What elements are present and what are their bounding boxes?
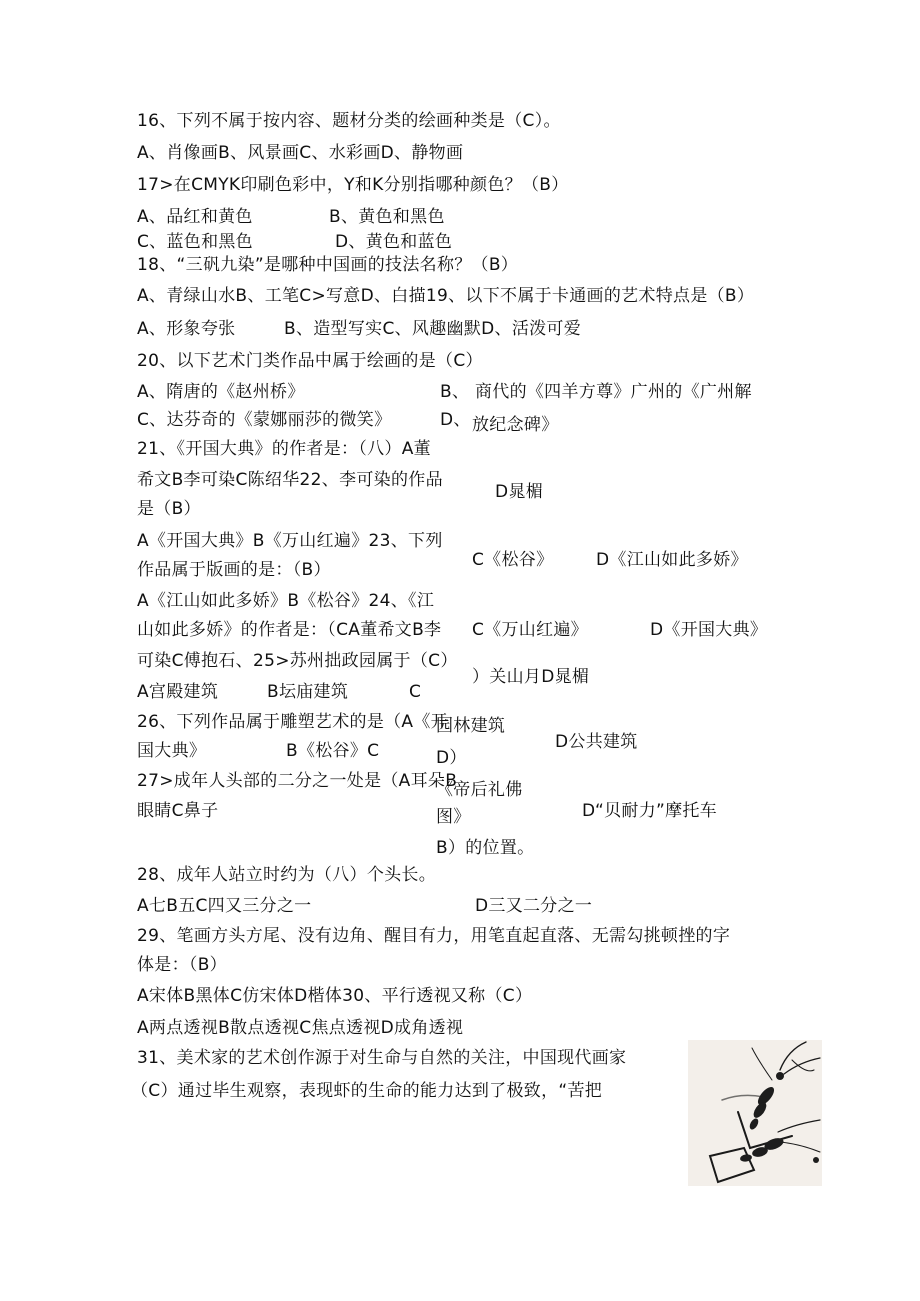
- shrimp-painting: [688, 1040, 822, 1186]
- question-23-options-and-24: A《江山如此多娇》B《松谷》24、《江: [137, 591, 435, 611]
- question-19-option-a: A、形象夸张: [137, 319, 236, 339]
- question-28-option-d: D三又二分之一: [475, 896, 593, 916]
- question-26-answer: D）: [436, 748, 467, 768]
- question-20-option-d: D、: [440, 410, 471, 430]
- question-22-option-c: C《松谷》: [472, 550, 554, 570]
- question-27-ending: B）的位置。: [436, 838, 535, 858]
- question-29-options-and-30: A宋体B黑体C仿宋体D楷体30、平行透视又称（C）: [137, 986, 533, 1006]
- question-28: 28、成年人站立时约为（八）个头长。: [137, 865, 437, 885]
- question-22-answer: 是（B）: [137, 499, 201, 519]
- question-28-options: A七B五C四又三分之一: [137, 896, 312, 916]
- question-20-option-c: C、达芬奇的《蒙娜丽莎的微笑》: [137, 410, 392, 430]
- question-26-continued: 国大典》: [137, 741, 207, 761]
- question-29-continued: 体是：（B）: [137, 955, 227, 975]
- question-21-options-and-22: 希文B李可染C陈绍华22、李可染的作品: [137, 470, 443, 490]
- question-29: 29、笔画方头方尾、没有边角、醒目有力，用笔直起直落、无需勾挑顿挫的字: [137, 926, 731, 946]
- question-25-option-b: B坛庙建筑: [267, 682, 349, 702]
- question-24-options-and-25: 可染C傅抱石、25>苏州拙政园属于（C）: [137, 651, 458, 671]
- shrimp-ink-drawing: [688, 1040, 822, 1186]
- question-31-continued: （C）通过毕生观察，表现虾的生命的能力达到了极致，“苦把: [131, 1081, 603, 1101]
- question-31: 31、美术家的艺术创作源于对生命与自然的关注，中国现代画家: [137, 1048, 627, 1068]
- question-18-options-and-19: A、青绿山水B、工笔C>写意D、白描19、以下不属于卡通画的艺术特点是（B）: [137, 286, 755, 306]
- question-25-option-c: C: [409, 682, 422, 702]
- question-26-option-d: D“贝耐力”摩托车: [582, 801, 718, 821]
- question-26-option-c-text: 《帝后礼佛: [436, 780, 523, 800]
- question-30-options: A两点透视B散点透视C焦点透视D成角透视: [137, 1018, 464, 1038]
- question-23-continued: 作品属于版画的是：（B）: [137, 560, 331, 580]
- question-24-continued: 山如此多娇》的作者是：（CA董希文B李: [137, 620, 442, 640]
- question-20: 20、以下艺术门类作品中属于绘画的是（C）: [137, 351, 483, 371]
- question-16: 16、下列不属于按内容、题材分类的绘画种类是（C）。: [137, 111, 561, 131]
- question-23-option-c: C《万山红遍》: [472, 620, 588, 640]
- question-27: 27>成年人头部的二分之一处是（A耳朵B: [137, 771, 458, 791]
- question-17-option-c: C、蓝色和黑色: [137, 232, 253, 252]
- question-19-options-bcd: B、造型写实C、风趣幽默D、活泼可爱: [284, 319, 582, 339]
- question-20-option-b-continued: 放纪念碑》: [472, 415, 559, 435]
- question-26-option-b: B《松谷》C: [286, 741, 380, 761]
- question-21-option-d: D晁楣: [495, 482, 543, 502]
- question-25-option-c-text: 园林建筑: [436, 716, 506, 736]
- question-20-option-a: A、隋唐的《赵州桥》: [137, 382, 305, 402]
- question-25-option-d: D公共建筑: [555, 732, 638, 752]
- question-18: 18、“三矾九染”是哪种中国画的技法名称？（B）: [137, 255, 519, 275]
- question-20-option-b: B、 商代的《四羊方尊》广州的《广州解: [440, 382, 752, 402]
- question-26-option-c-end: 图》: [436, 807, 471, 827]
- question-17-option-a: A、品红和黄色: [137, 207, 253, 227]
- question-16-options: A、肖像画B、风景画C、水彩画D、静物画: [137, 143, 464, 163]
- question-17-option-b: B、黄色和黑色: [329, 207, 445, 227]
- question-24-option-d: ）关山月D晁楣: [472, 667, 590, 687]
- question-27-continued: 眼睛C鼻子: [137, 801, 219, 821]
- question-25-option-a: A宫殿建筑: [137, 682, 219, 702]
- question-23-option-d: D《开国大典》: [650, 620, 768, 640]
- question-17: 17>在CMYK印刷色彩中，Y和K分别指哪种颜色？（B）: [137, 175, 569, 195]
- question-26: 26、下列作品属于雕塑艺术的是（A《开: [137, 712, 448, 732]
- question-21: 21、《开国大典》的作者是：（八）A董: [137, 439, 431, 459]
- question-22-option-d: D《江山如此多娇》: [596, 550, 748, 570]
- question-22-options-and-23: A《开国大典》B《万山红遍》23、下列: [137, 531, 443, 551]
- question-17-option-d: D、黄色和蓝色: [335, 232, 453, 252]
